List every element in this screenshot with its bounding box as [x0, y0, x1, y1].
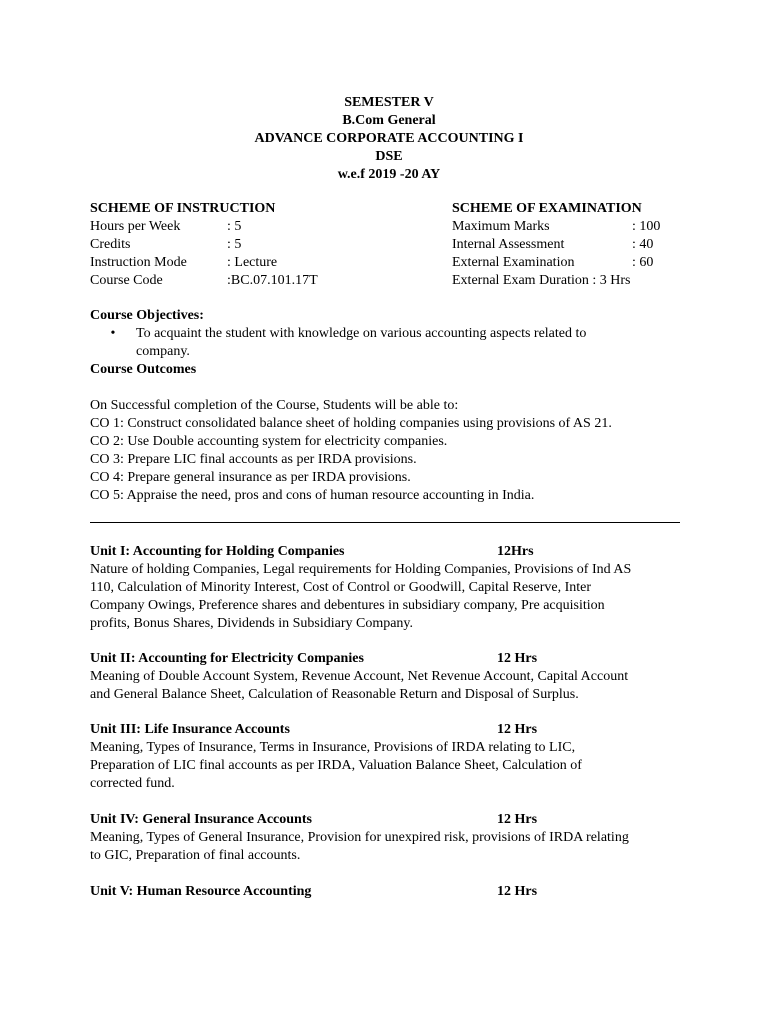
unit-hours: 12 Hrs	[497, 722, 538, 737]
unit-section	[90, 543, 690, 633]
instruction-title: SCHEME OF INSTRUCTION	[90, 201, 276, 216]
examination-row	[452, 236, 692, 254]
unit-heading	[90, 543, 690, 561]
instruction-value: :BC.07.101.17T	[227, 273, 318, 288]
examination-value: : 60	[632, 255, 654, 270]
outcome-item: CO 4: Prepare general insurance as per IRDA provisions.	[90, 470, 411, 485]
unit-heading	[90, 650, 690, 668]
unit-line: and General Balance Sheet, Calculation of Reasonable Return and Disposal of Surplus.	[90, 687, 579, 702]
unit-description	[90, 829, 690, 865]
unit-section	[90, 811, 690, 865]
unit-section	[90, 883, 690, 901]
instruction-row	[90, 218, 420, 236]
instruction-value: : Lecture	[227, 255, 278, 270]
instruction-key: Course Code	[90, 273, 163, 288]
examination-key: Maximum Marks	[452, 219, 550, 234]
instruction-row	[90, 272, 420, 290]
course-outcomes	[90, 397, 690, 505]
unit-description	[90, 739, 690, 793]
outcome-item: CO 2: Use Double accounting system for electricity companies.	[90, 434, 448, 449]
bullet-icon: •	[110, 326, 116, 341]
examination-key: Internal Assessment	[452, 237, 565, 252]
course-category: DSE	[375, 149, 403, 164]
unit-hours: 12 Hrs	[497, 812, 538, 827]
unit-title: Unit V: Human Resource Accounting	[90, 884, 312, 899]
instruction-row	[90, 254, 420, 272]
unit-title: Unit II: Accounting for Electricity Companies	[90, 651, 364, 666]
unit-line: Meaning, Types of Insurance, Terms in Insurance, Provisions of IRDA relating to LIC,	[90, 740, 576, 755]
unit-line: Company Owings, Preference shares and debentures in subsidiary company, Pre acquisition	[90, 598, 605, 613]
unit-hours: 12Hrs	[497, 544, 534, 559]
unit-heading	[90, 883, 690, 901]
unit-section	[90, 721, 690, 793]
objective-line: To acquaint the student with knowledge on various accounting aspects related to	[136, 326, 587, 341]
unit-description	[90, 561, 690, 633]
instruction-value: : 5	[227, 237, 242, 252]
instruction-row	[90, 236, 420, 254]
exam-duration: External Exam Duration : 3 Hrs	[452, 273, 631, 288]
examination-row	[452, 218, 692, 236]
unit-title: Unit I: Accounting for Holding Companies	[90, 544, 345, 559]
outcome-item: CO 1: Construct consolidated balance sheet of holding companies using provisions of AS 21.	[90, 416, 612, 431]
unit-line: 110, Calculation of Minority Interest, Cost of Control or Goodwill, Capital Reserve, Inter	[90, 580, 592, 595]
unit-line: profits, Bonus Shares, Dividends in Subsidiary Company.	[90, 616, 414, 631]
outcomes-intro: On Successful completion of the Course, Students will be able to:	[90, 398, 459, 413]
examination-value: : 40	[632, 237, 654, 252]
examination-value: : 100	[632, 219, 661, 234]
instruction-value: : 5	[227, 219, 242, 234]
instruction-key: Hours per Week	[90, 219, 181, 234]
outcome-item: CO 5: Appraise the need, pros and cons of human resource accounting in India.	[90, 488, 535, 503]
instruction-key: Credits	[90, 237, 131, 252]
instruction-key: Instruction Mode	[90, 255, 187, 270]
unit-line: to GIC, Preparation of final accounts.	[90, 848, 301, 863]
unit-hours: 12 Hrs	[497, 651, 538, 666]
outcome-item: CO 3: Prepare LIC final accounts as per IRDA provisions.	[90, 452, 417, 467]
unit-description	[90, 668, 690, 704]
semester-title: SEMESTER V	[344, 95, 434, 110]
examination-row	[452, 254, 692, 272]
unit-hours: 12 Hrs	[497, 884, 538, 899]
unit-title: Unit IV: General Insurance Accounts	[90, 812, 312, 827]
scheme-of-instruction	[90, 200, 420, 290]
unit-line: Nature of holding Companies, Legal requirements for Holding Companies, Provisions of Ind AS	[90, 562, 632, 577]
scheme-of-examination	[452, 200, 692, 290]
effective-year: w.e.f 2019 -20 AY	[337, 167, 441, 182]
unit-heading	[90, 721, 690, 739]
course-title: ADVANCE CORPORATE ACCOUNTING I	[254, 131, 524, 146]
course-objectives	[90, 307, 690, 379]
outcomes-title: Course Outcomes	[90, 362, 197, 377]
horizontal-divider	[90, 522, 680, 523]
document-header	[0, 94, 768, 184]
unit-heading	[90, 811, 690, 829]
unit-line: corrected fund.	[90, 776, 175, 791]
examination-key: External Examination	[452, 255, 575, 270]
objective-item	[90, 325, 690, 361]
unit-line: Preparation of LIC final accounts as per IRDA, Valuation Balance Sheet, Calculation of	[90, 758, 582, 773]
unit-line: Meaning of Double Account System, Revenue Account, Net Revenue Account, Capital Account	[90, 669, 629, 684]
unit-section	[90, 650, 690, 704]
objectives-title: Course Objectives:	[90, 308, 204, 323]
unit-title: Unit III: Life Insurance Accounts	[90, 722, 290, 737]
examination-title: SCHEME OF EXAMINATION	[452, 201, 642, 216]
program-title: B.Com General	[342, 113, 436, 128]
unit-line: Meaning, Types of General Insurance, Provision for unexpired risk, provisions of IRDA relating	[90, 830, 629, 845]
objective-line: company.	[136, 344, 190, 359]
